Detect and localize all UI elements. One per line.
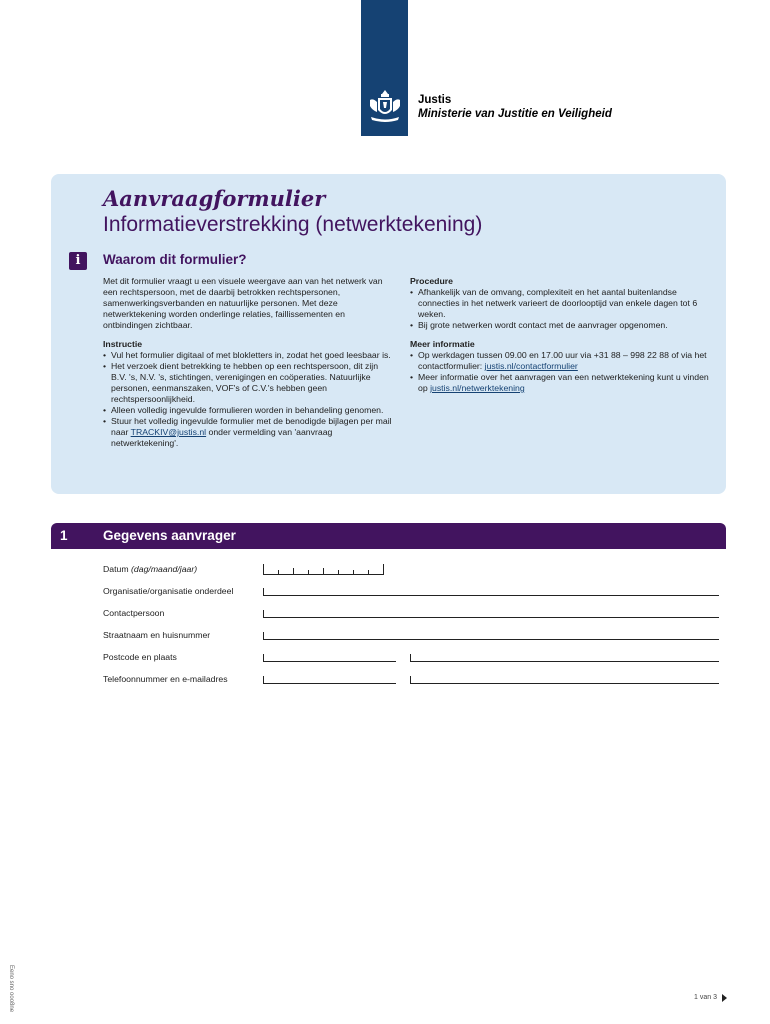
info-column-left xyxy=(103,276,393,457)
contactpersoon-field[interactable] xyxy=(263,610,719,618)
procedure-list xyxy=(410,287,715,331)
list-item: • Afhankelijk van de omvang, complexiteit en het aantal buitenlandse connecties in het netwerk varieert de doorlooptijd van enkele dagen tot 6 weken. xyxy=(410,287,715,320)
form-title: Aanvraagformulier xyxy=(103,186,326,211)
section-number: 1 xyxy=(60,528,68,543)
telefoon-label: Telefoonnummer en e-mailadres xyxy=(103,674,228,684)
date-separator xyxy=(323,568,324,574)
vertical-note: Eeno sno ooo8ne xyxy=(8,965,14,1013)
organisatie-field[interactable] xyxy=(263,588,719,596)
postcode-field[interactable] xyxy=(263,654,396,662)
intro-text: Met dit formulier vraagt u een visuele weergave aan van het netwerk van een rechtspersoon, met de daarbij betrokken rechtspersonen, samenwerkingsverbanden en natuurlijke personen. Met deze netwerktekening worden onderlinge relaties, faillissementen en ontbindingen zichtbaar. xyxy=(103,276,383,330)
list-item xyxy=(410,372,715,394)
info-icon: i xyxy=(69,252,87,270)
straat-label: Straatnaam en huisnummer xyxy=(103,630,211,640)
email-field[interactable] xyxy=(410,676,719,684)
date-tick xyxy=(338,570,339,574)
section-title: Gegevens aanvrager xyxy=(103,528,236,543)
section-header xyxy=(51,523,726,549)
telefoon-field[interactable] xyxy=(263,676,396,684)
instructie-list xyxy=(103,350,393,449)
info-column-right xyxy=(410,276,715,402)
date-tick xyxy=(278,570,279,574)
org-line-2: Ministerie van Justitie en Veiligheid xyxy=(418,108,612,120)
plaats-field[interactable] xyxy=(410,654,719,662)
list-item-text: Stuur het volledig ingevulde formulier met de benodigde bijlagen per mail naar xyxy=(111,416,392,437)
list-item: • Alleen volledig ingevulde formulieren worden in behandeling genomen. xyxy=(103,405,393,416)
list-item-text: Meer informatie over het aanvragen van een netwerktekening kunt u vinden op xyxy=(418,372,709,393)
list-item-text: Op werkdagen tussen 09.00 en 17.00 uur via +31 88 – 998 22 88 of via het contactformulier: xyxy=(418,350,707,371)
date-tick xyxy=(353,570,354,574)
straat-field[interactable] xyxy=(263,632,719,640)
datum-label-text: Datum xyxy=(103,564,129,574)
datum-hint: (dag/maand/jaar) xyxy=(131,564,198,574)
date-separator xyxy=(293,568,294,574)
netwerktekening-link[interactable]: justis.nl/netwerktekening xyxy=(430,383,525,393)
date-field[interactable] xyxy=(263,564,384,575)
org-line-1: Justis xyxy=(418,94,452,106)
list-item-text: onder vermelding van 'aanvraag netwerktekening'. xyxy=(111,427,333,448)
instructie-heading: Instructie xyxy=(103,339,143,349)
meer-informatie-list xyxy=(410,350,715,394)
rijkswapen-crest-icon xyxy=(365,86,405,126)
meer-informatie-heading: Meer informatie xyxy=(410,339,475,349)
contactpersoon-label: Contactpersoon xyxy=(103,608,165,618)
next-page-arrow-icon[interactable] xyxy=(722,994,727,1002)
form-subtitle: Informatieverstrekking (netwerktekening) xyxy=(103,213,483,236)
list-item: • Bij grote netwerken wordt contact met de aanvrager opgenomen. xyxy=(410,320,715,331)
info-heading: Waarom dit formulier? xyxy=(103,252,247,267)
email-link[interactable]: TRACKIV@justis.nl xyxy=(130,427,207,437)
procedure-heading: Procedure xyxy=(410,276,453,286)
list-item: • Het verzoek dient betrekking te hebben op een rechtspersoon, dit zijn B.V. 's, N.V. 's, stichtingen, verenigingen en coöperaties. Natuurlijke personen, eenmanszaken, VOF's of C.V.'s hebben geen rechtspersoonlijkheid. xyxy=(103,361,393,405)
postcode-label: Postcode en plaats xyxy=(103,652,177,662)
list-item xyxy=(103,416,393,449)
date-tick xyxy=(368,570,369,574)
organisatie-label: Organisatie/organisatie onderdeel xyxy=(103,586,234,596)
datum-label xyxy=(103,564,197,574)
organisation-name xyxy=(418,93,612,121)
list-item: • Vul het formulier digitaal of met blokletters in, zodat het goed leesbaar is. xyxy=(103,350,393,361)
contactformulier-link[interactable]: justis.nl/contactformulier xyxy=(484,361,578,371)
date-tick xyxy=(308,570,309,574)
list-item xyxy=(410,350,715,372)
page-number: 1 van 3 xyxy=(694,994,717,1001)
